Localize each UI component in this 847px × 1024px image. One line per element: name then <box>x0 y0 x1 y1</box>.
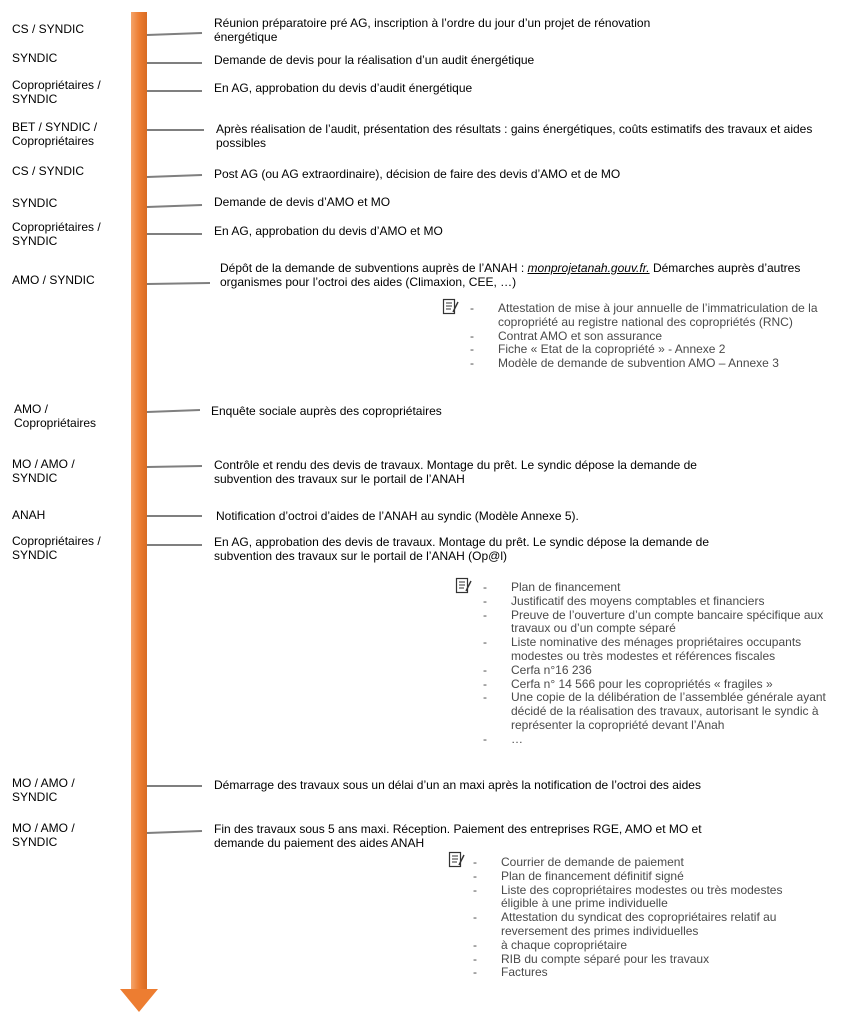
document-list-icon <box>448 851 466 869</box>
document-item: - Cerfa n°16 236 <box>483 664 843 678</box>
required-documents-list <box>483 581 843 747</box>
step-description: Contrôle et rendu des devis de travaux. Montage du prêt. Le syndic dépose la demande de subvention des travaux sur le portail de l’ANAH <box>214 458 697 486</box>
required-documents-list <box>470 302 830 371</box>
step-description: Démarrage des travaux sous un délai d’un an maxi après la notification de l’octroi des aides <box>214 778 701 792</box>
document-item: - Courrier de demande de paiement <box>473 856 803 870</box>
step-description: Notification d’octroi d’aides de l’ANAH au syndic (Modèle Annexe 5). <box>216 509 579 523</box>
document-item: - Liste des copropriétaires modestes ou très modestes éligible à une prime individuelle <box>473 884 803 912</box>
connector-line <box>147 283 210 284</box>
step-description: Demande de devis d’AMO et MO <box>214 195 391 209</box>
connector-line <box>147 175 202 177</box>
required-documents-list <box>473 856 803 980</box>
actor-label: MO / AMO / SYNDIC <box>12 821 75 849</box>
document-item: - Preuve de l’ouverture d’un compte bancaire spécifique aux travaux ou d’un compte séparé <box>483 609 843 637</box>
anah-portal-link[interactable]: monprojetanah.gouv.fr. <box>527 261 650 275</box>
step-description: Enquête sociale auprès des copropriétaires <box>211 404 442 418</box>
document-item: - … <box>483 733 843 747</box>
step-description: En AG, approbation des devis de travaux. Montage du prêt. Le syndic dépose la demande de subvention des travaux sur le portail de l’ANAH (Op@l) <box>214 535 709 563</box>
document-item: - Modèle de demande de subvention AMO – Annexe 3 <box>470 357 830 371</box>
actor-label: MO / AMO / SYNDIC <box>12 776 75 804</box>
connector-line <box>147 410 200 412</box>
actor-label: AMO / Copropriétaires <box>14 402 97 430</box>
actor-label: SYNDIC <box>12 51 58 65</box>
document-item: - Liste nominative des ménages propriétaires occupants modestes ou très modestes et références fiscales <box>483 636 843 664</box>
document-item: - Justificatif des moyens comptables et financiers <box>483 595 843 609</box>
connector-line <box>147 466 202 467</box>
document-item: - Cerfa n° 14 566 pour les copropriétés « fragiles » <box>483 678 843 692</box>
actor-label: ANAH <box>12 508 46 522</box>
timeline-arrow-shaft <box>131 12 147 990</box>
actor-label: MO / AMO / SYNDIC <box>12 457 75 485</box>
actor-label: SYNDIC <box>12 196 58 210</box>
document-item: - Attestation du syndicat des copropriétaires relatif au reversement des primes individuelles <box>473 911 803 939</box>
step-description: En AG, approbation du devis d’AMO et MO <box>214 224 443 238</box>
connector-line <box>147 831 202 833</box>
document-item: - Une copie de la délibération de l’assemblée générale ayant décidé de la réalisation des travaux, autorisant le syndic à représenter la copropriété devant l’Anah <box>483 691 843 732</box>
actor-label: AMO / SYNDIC <box>12 273 95 287</box>
actor-label: Copropriétaires / SYNDIC <box>12 220 101 248</box>
actor-label: Copropriétaires / SYNDIC <box>12 78 101 106</box>
document-list-icon <box>442 298 460 316</box>
step-description: Après réalisation de l’audit, présentation des résultats : gains énergétiques, coûts estimatifs des travaux et aides possibles <box>216 122 813 150</box>
document-item: - Fiche « Etat de la copropriété » - Annexe 2 <box>470 343 830 357</box>
step-description: Réunion préparatoire pré AG, inscription à l’ordre du jour d’un projet de rénovation énergétique <box>214 16 651 44</box>
actor-label: BET / SYNDIC / Copropriétaires <box>12 120 98 148</box>
document-list-icon <box>455 577 473 595</box>
document-item: - Contrat AMO et son assurance <box>470 330 830 344</box>
step-description: En AG, approbation du devis d’audit énergétique <box>214 81 473 95</box>
connector-line <box>147 205 202 207</box>
actor-label: Copropriétaires / SYNDIC <box>12 534 101 562</box>
timeline-arrow-head <box>120 989 158 1012</box>
step-text: Dépôt de la demande de subventions auprès de l’ANAH : <box>220 261 528 275</box>
step-text: Démarches auprès d’autres organismes pour l’octroi des aides (Climaxion, CEE, …) <box>220 261 801 289</box>
document-item: - Attestation de mise à jour annuelle de l’immatriculation de la copropriété au registre national des copropriétés (RNC) <box>470 302 830 330</box>
connector-lines <box>147 33 210 833</box>
document-item: - à chaque copropriétaire <box>473 939 803 953</box>
step-description <box>220 261 810 289</box>
document-item: - Plan de financement <box>483 581 843 595</box>
document-item: - Plan de financement définitif signé <box>473 870 803 884</box>
document-item: - RIB du compte séparé pour les travaux <box>473 953 803 967</box>
step-description: Fin des travaux sous 5 ans maxi. Réception. Paiement des entreprises RGE, AMO et MO et demande du paiement des aides ANAH <box>214 822 702 850</box>
document-item: - Factures <box>473 966 803 980</box>
step-description: Post AG (ou AG extraordinaire), décision de faire des devis d’AMO et de MO <box>214 167 621 181</box>
actor-label: CS / SYNDIC <box>12 22 85 36</box>
step-description: Demande de devis pour la réalisation d’un audit énergétique <box>214 53 535 67</box>
connector-line <box>147 33 202 35</box>
actor-label: CS / SYNDIC <box>12 164 85 178</box>
